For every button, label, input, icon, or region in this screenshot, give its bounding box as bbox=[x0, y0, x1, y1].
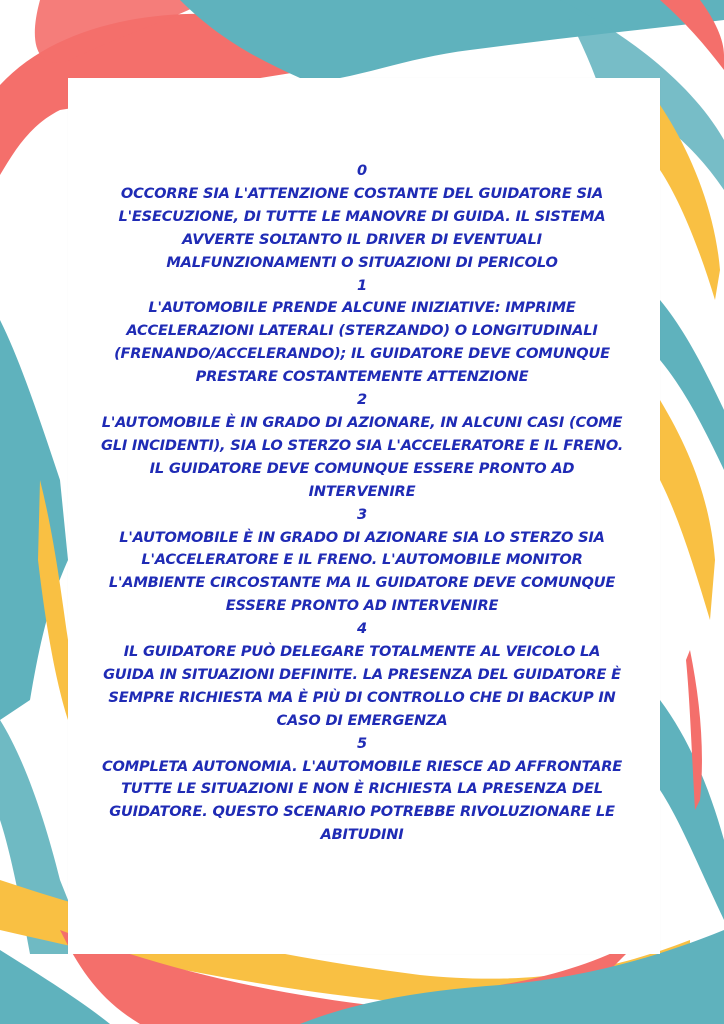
level-number-5: 5 bbox=[357, 734, 367, 752]
automation-levels-text bbox=[100, 160, 624, 847]
level-description-2: L'AUTOMOBILE È IN GRADO DI AZIONARE, IN ALCUNI CASI (COME GLI INCIDENTI), SIA LO STERZO SIA L'ACCELERATORE E IL FRENO. IL GUIDATORE DEVE COMUNQUE ESSERE PRONTO AD INTERVENIRE bbox=[100, 413, 624, 500]
level-description-3: L'AUTOMOBILE È IN GRADO DI AZIONARE SIA LO STERZO SIA L'ACCELERATORE E IL FRENO. L'AUTOMOBILE MONITOR L'AMBIENTE CIRCOSTANTE MA IL GUIDATORE DEVE COMUNQUE ESSERE PRONTO AD INTERVENIRE bbox=[108, 528, 616, 615]
level-description-0: OCCORRE SIA L'ATTENZIONE COSTANTE DEL GUIDATORE SIA L'ESECUZIONE, DI TUTTE LE MANOVRE DI GUIDA. IL SISTEMA AVVERTE SOLTANTO IL DRIVER DI EVENTUALI MALFUNZIONAMENTI O SITUAZIONI DI PERICOLO bbox=[118, 184, 606, 271]
level-number-4: 4 bbox=[357, 620, 367, 638]
level-description-1: L'AUTOMOBILE PRENDE ALCUNE INIZIATIVE: IMPRIME ACCELERAZIONI LATERALI (STERZANDO) O LONGITUDINALI (FRENANDO/ACCELERANDO); IL GUIDATORE DEVE COMUNQUE PRESTARE COSTANTEMENTE ATTENZIONE bbox=[114, 299, 610, 386]
level-description-4: IL GUIDATORE PUÒ DELEGARE TOTALMENTE AL VEICOLO LA GUIDA IN SITUAZIONI DEFINITE. LA PRESENZA DEL GUIDATORE È SEMPRE RICHIESTA MA È PIÙ DI CONTROLLO CHE DI BACKUP IN CASO DI EMERGENZA bbox=[103, 643, 621, 729]
level-number-1: 1 bbox=[357, 276, 367, 294]
level-number-3: 3 bbox=[357, 505, 367, 523]
level-number-0: 0 bbox=[357, 162, 367, 179]
level-description-5: COMPLETA AUTONOMIA. L'AUTOMOBILE RIESCE AD AFFRONTARE TUTTE LE SITUAZIONI E NON È RICHIESTA LA PRESENZA DEL GUIDATORE. QUESTO SCENARIO POTREBBE RIVOLUZIONARE LE ABITUDINI bbox=[101, 757, 623, 844]
level-number-2: 2 bbox=[357, 391, 367, 409]
